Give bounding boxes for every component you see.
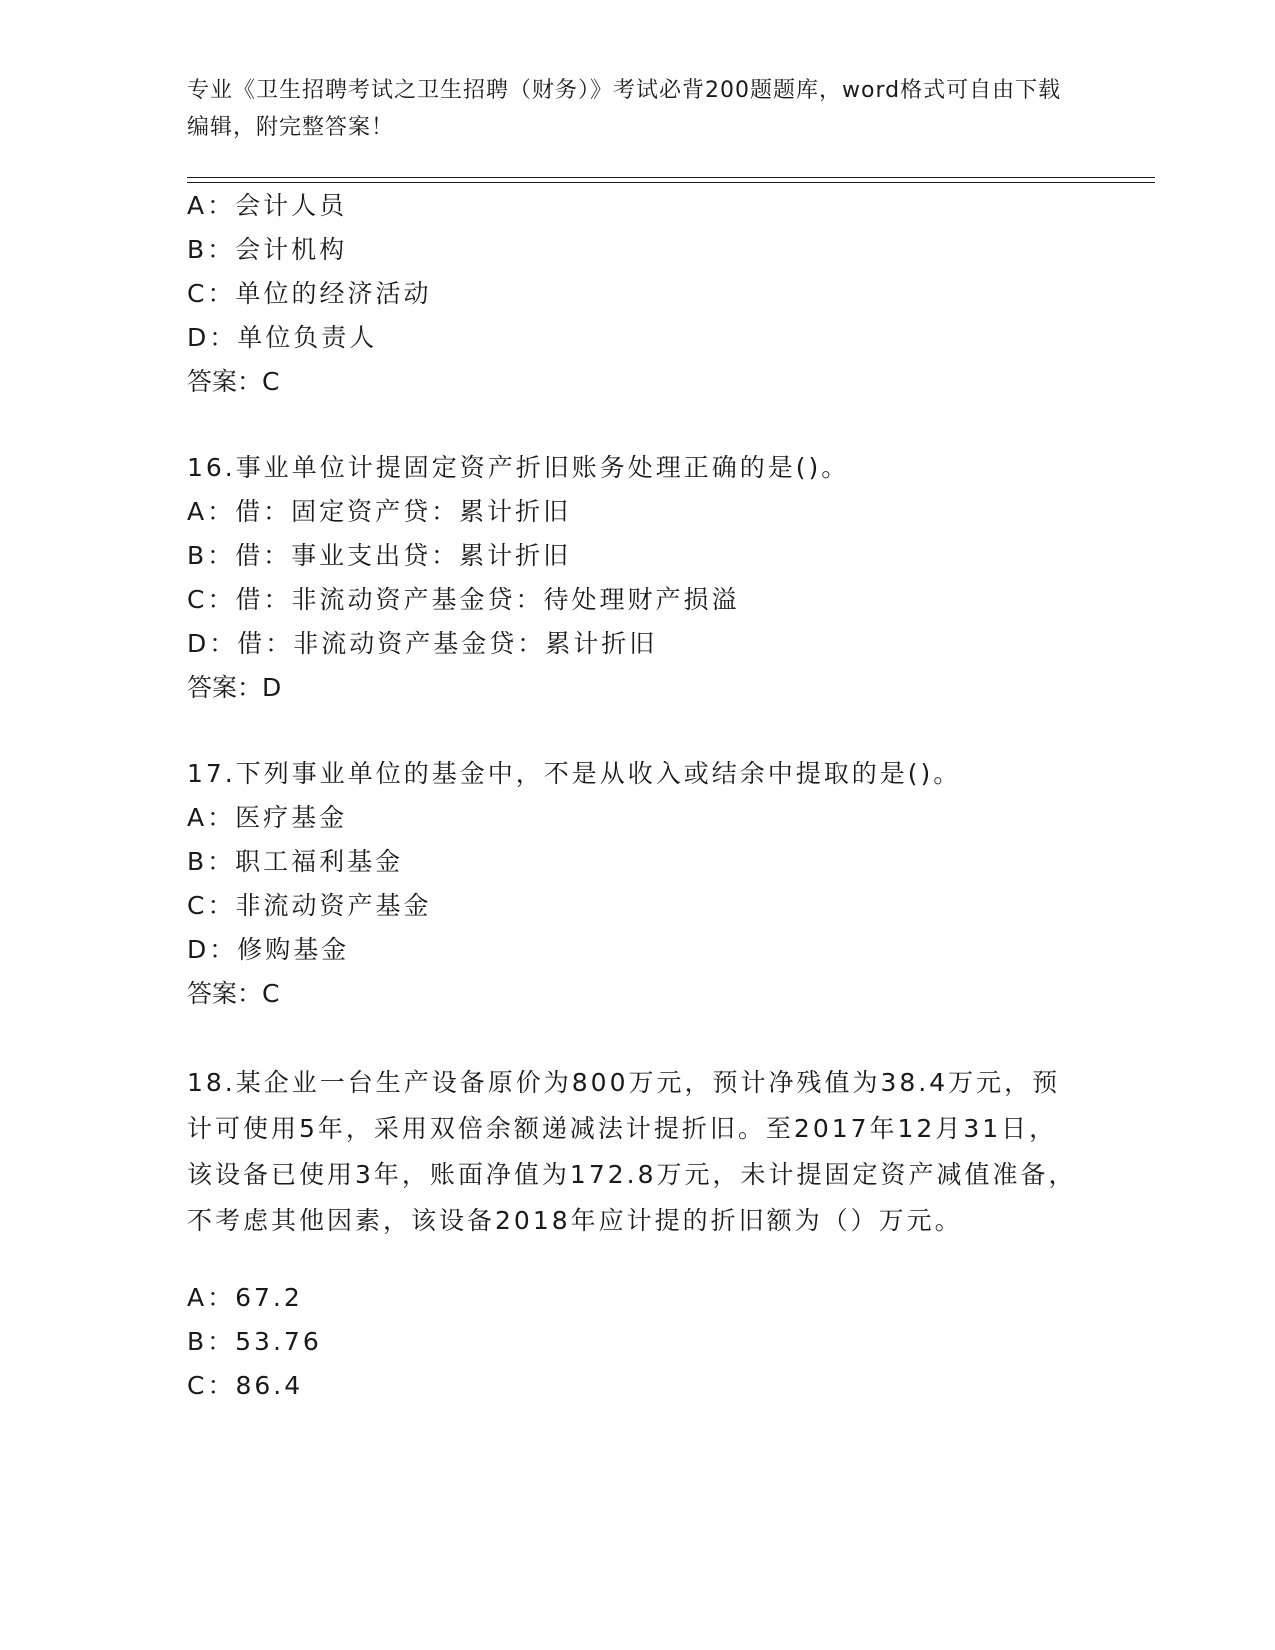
- q16-answer: 答案：D: [187, 673, 282, 702]
- q17-question: 17.下列事业单位的基金中，不是从收入或结余中提取的是()。: [187, 759, 962, 788]
- q16-option-c: C：借：非流动资产基金贷：待处理财产损溢: [187, 585, 740, 614]
- document-intro: 专业《卫生招聘考试之卫生招聘（财务）》考试必背200题题库，word格式可自由下载编辑，附完整答案！: [187, 78, 1062, 140]
- q17-answer: 答案：C: [187, 979, 280, 1008]
- q15-option-a: A：会计人员: [187, 191, 348, 220]
- q17-option-d: D：修购基金: [187, 935, 350, 964]
- header-divider-bottom: [187, 182, 1155, 183]
- q16-question: 16.事业单位计提固定资产折旧账务处理正确的是()。: [187, 453, 850, 482]
- q16-option-b: B：借：事业支出贷：累计折旧: [187, 541, 572, 570]
- q17-option-c: C：非流动资产基金: [187, 891, 432, 920]
- header-divider-top: [187, 177, 1155, 178]
- q17-option-b: B：职工福利基金: [187, 847, 404, 876]
- q18-option-b: B：53.76: [187, 1327, 322, 1356]
- q15-option-b: B：会计机构: [187, 235, 348, 264]
- q18-option-a: A：67.2: [187, 1283, 303, 1312]
- q18-option-c: C：86.4: [187, 1371, 304, 1400]
- q16-option-d: D：借：非流动资产基金贷：累计折旧: [187, 629, 658, 658]
- q17-option-a: A：医疗基金: [187, 803, 348, 832]
- q16-option-a: A：借：固定资产贷：累计折旧: [187, 497, 572, 526]
- q18-question: 18.某企业一台生产设备原价为800万元，预计净残值为38.4万元，预计可使用5年，采用双倍余额递减法计提折旧。至2017年12月31日，该设备已使用3年，账面净值为172.8万元，未计提固定资产减值准备，不考虑其他因素，该设备2018年应计提的折旧额为（）万元。: [187, 1068, 1077, 1235]
- q15-option-c: C：单位的经济活动: [187, 279, 432, 308]
- q15-answer: 答案：C: [187, 367, 280, 396]
- q15-option-d: D：单位负责人: [187, 323, 378, 352]
